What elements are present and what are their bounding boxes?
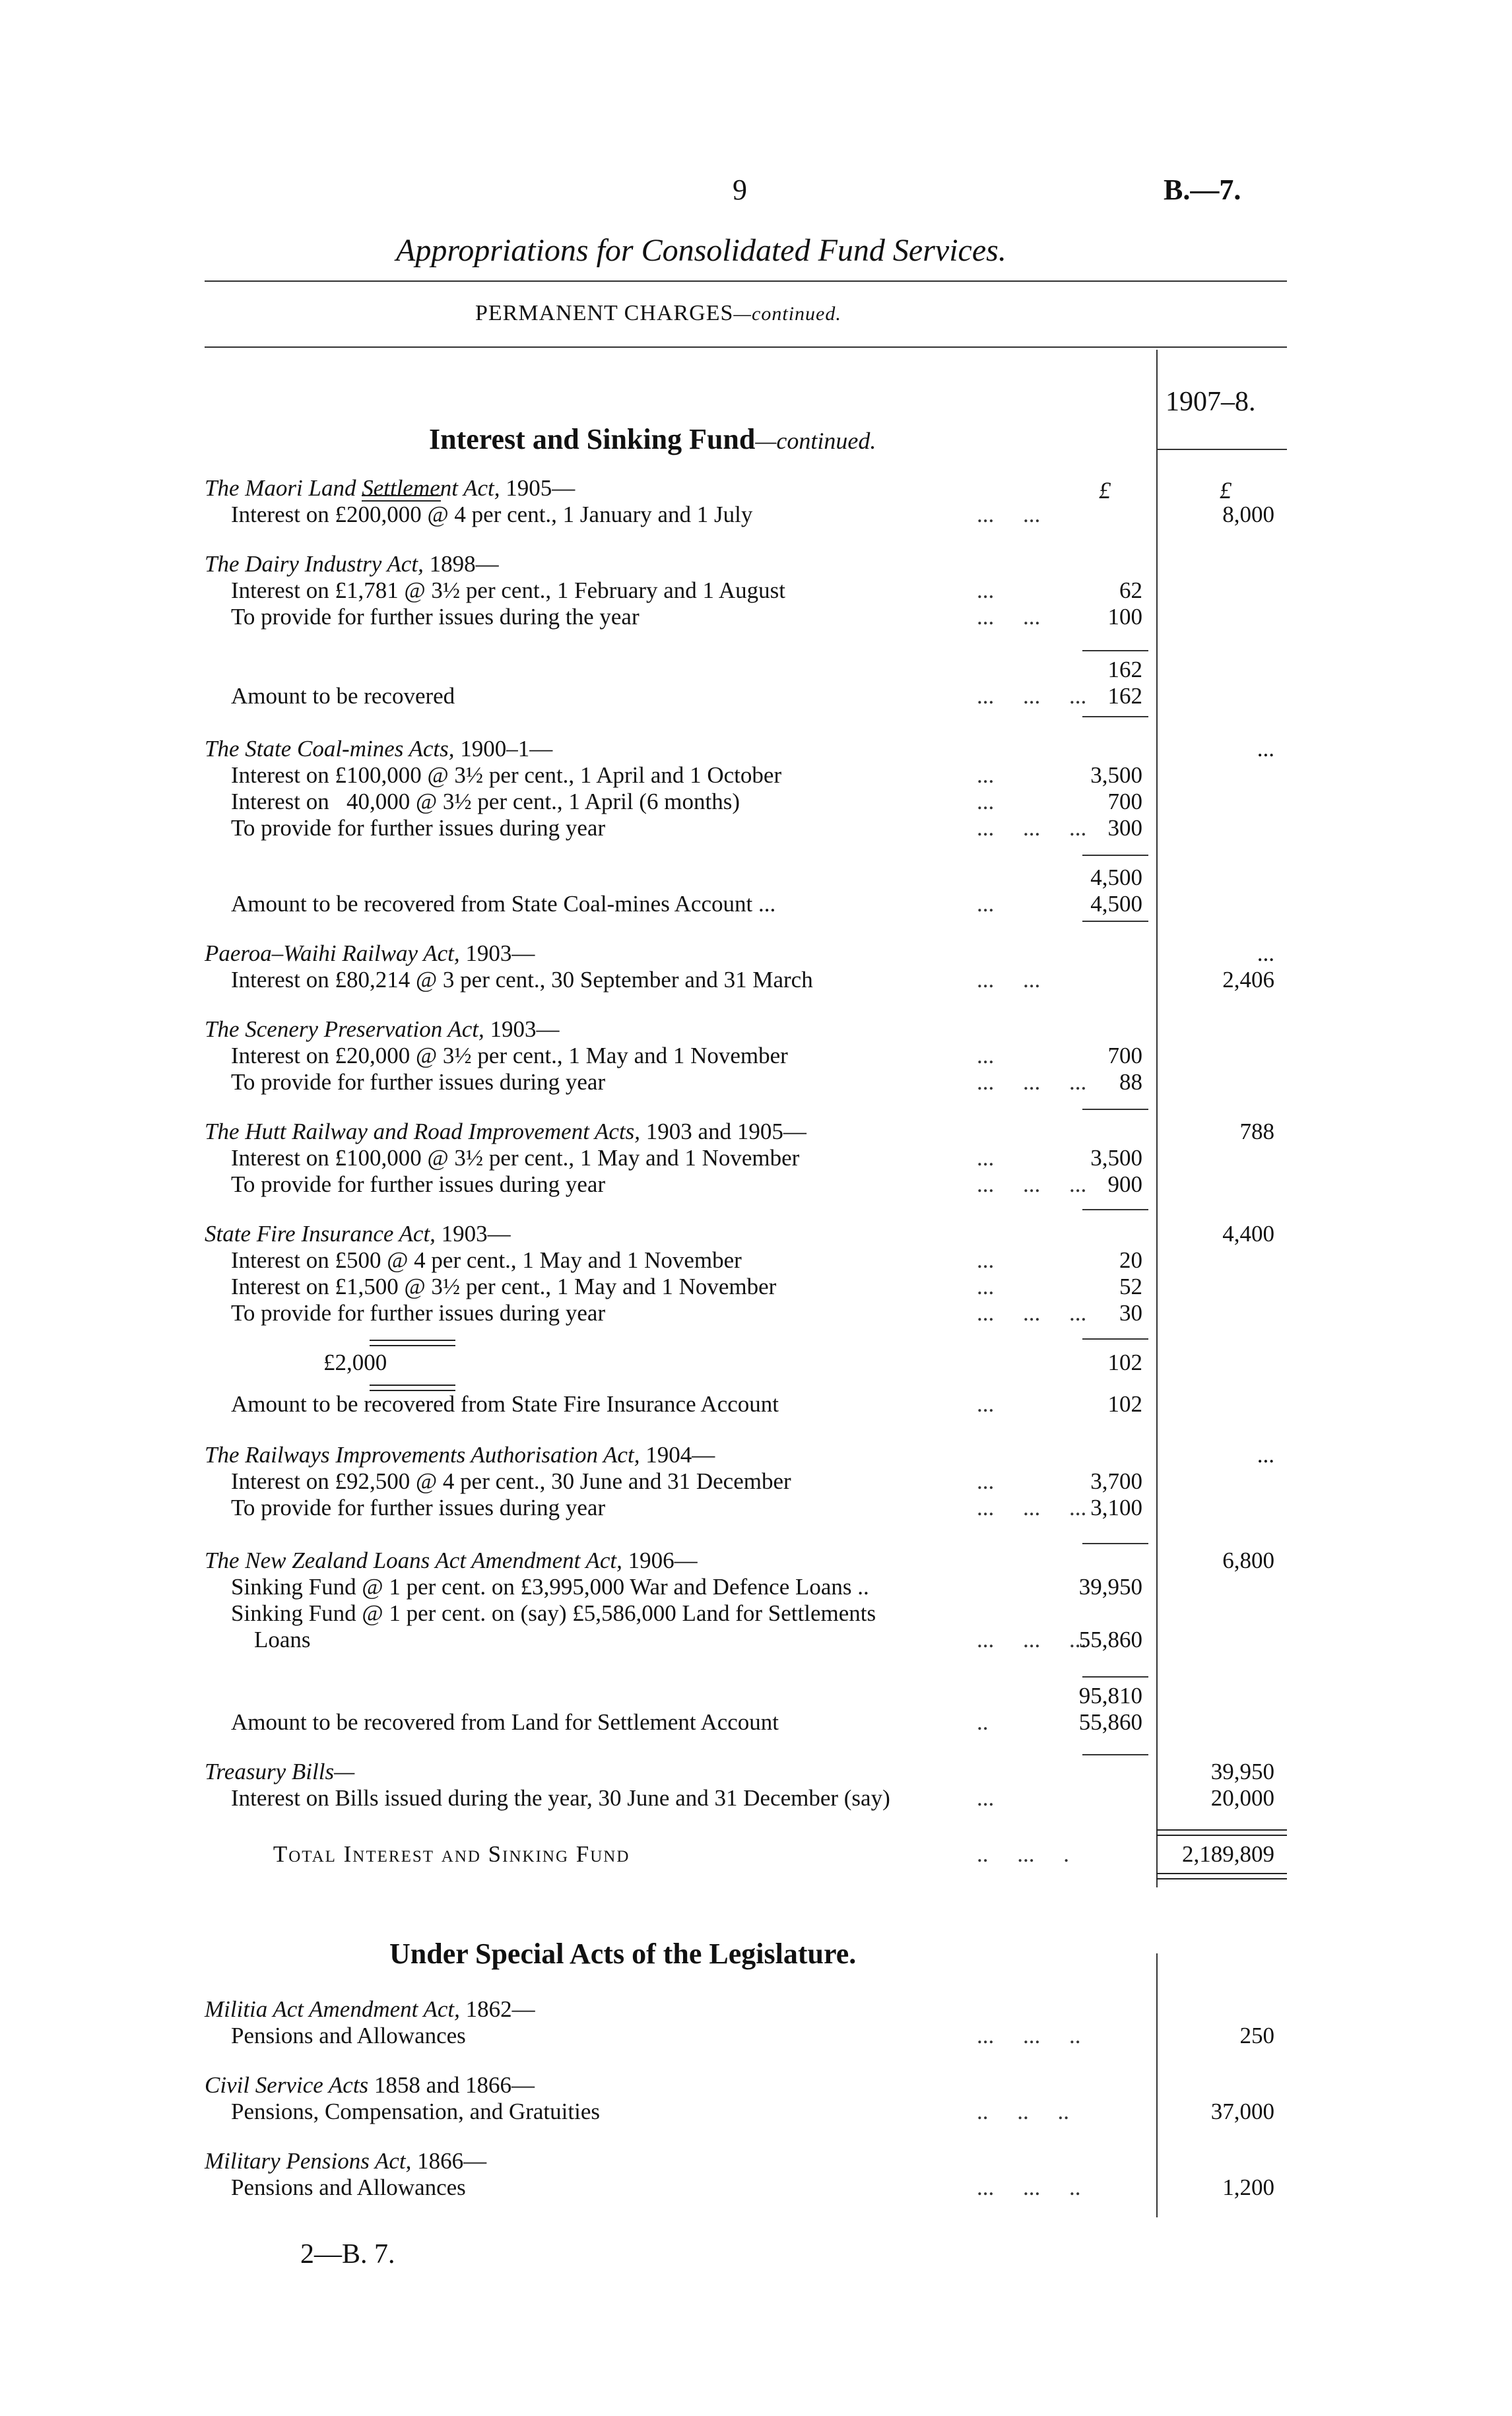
amount-1907-8: ... — [1257, 736, 1274, 762]
amount-detail: 30 — [1119, 1300, 1142, 1326]
amount-detail: 3,100 — [1090, 1495, 1142, 1520]
line-description: Pensions and Allowances — [231, 2174, 466, 2200]
subtotal-rule — [1082, 650, 1148, 651]
act-year: 1903— — [490, 1016, 560, 1042]
leader-dots: ... ... ... — [977, 1171, 1087, 1197]
amount-double-rule — [362, 495, 441, 502]
leader-dots: ... — [977, 1468, 995, 1494]
amount-detail: 3,500 — [1090, 762, 1142, 788]
table-row — [0, 2023, 1512, 2049]
table-row — [0, 1574, 1512, 1600]
table-row — [0, 2099, 1512, 2125]
line-description: To provide for further issues during year — [231, 815, 606, 841]
line-description: Amount to be recovered from State Coal-mines Account ... — [231, 891, 776, 917]
year-underline — [1156, 449, 1287, 450]
leader-dots: ... ... .. — [977, 2174, 1081, 2200]
amount-1907-8: 788 — [1239, 1119, 1274, 1144]
act-heading-row — [0, 1119, 1512, 1145]
amount-detail: 4,500 — [1090, 891, 1142, 917]
act-title — [205, 736, 552, 762]
section-header-cont: —continued. — [733, 303, 841, 325]
act-year: 1903 and 1905— — [645, 1119, 806, 1144]
act-name: The State Coal-mines Acts, — [205, 736, 461, 762]
page-number: 9 — [733, 174, 747, 206]
act-name: The New Zealand Loans Act Amendment Act, — [205, 1548, 628, 1573]
amount-detail: 102 — [1107, 1350, 1142, 1375]
leader-dots: ... ... — [977, 502, 1041, 527]
amount-detail: 4,500 — [1090, 865, 1142, 890]
line-description: Loans — [231, 1627, 311, 1652]
act-name: State Fire Insurance Act, — [205, 1221, 442, 1247]
table-row — [0, 1274, 1512, 1300]
total-amount: 2,189,809 — [1182, 1841, 1274, 1867]
table-row — [0, 789, 1512, 815]
act-title — [205, 1016, 560, 1043]
table-row — [0, 1043, 1512, 1069]
line-description: Sinking Fund @ 1 per cent. on (say) £5,586,000 Land for Settlements — [231, 1600, 876, 1626]
act-year: 1898— — [429, 551, 499, 577]
act-heading-row — [0, 2148, 1512, 2174]
line-description: To provide for further issues during the year — [231, 604, 640, 630]
table-row — [0, 2174, 1512, 2201]
subtotal-rule — [1082, 1338, 1148, 1340]
leader-dots: ... ... ... — [977, 1300, 1087, 1326]
line-description: Interest on £200,000 @ 4 per cent., 1 January and 1 July — [231, 502, 753, 527]
table-row — [0, 1350, 1512, 1376]
act-title — [205, 1759, 354, 1785]
line-description: Amount to be recovered from Land for Settlement Account — [231, 1709, 779, 1735]
line-description: Pensions and Allowances — [231, 2023, 466, 2048]
subtotal-rule — [1082, 855, 1148, 856]
leader-dots: ... — [977, 1391, 995, 1417]
currency-symbol-col1: £ — [1099, 477, 1111, 504]
leader-dots: ... ... ... — [977, 1069, 1087, 1095]
table-row — [0, 1495, 1512, 1521]
leader-dots: ... ... ... — [977, 683, 1087, 709]
leader-dots: ... ... ... — [977, 1627, 1087, 1652]
line-description: Interest on Bills issued during the year, 30 June and 31 December (say) — [231, 1785, 890, 1811]
section-title-interest — [429, 422, 876, 456]
subtotal-rule — [1082, 921, 1148, 922]
amount-1907-8: 8,000 — [1222, 502, 1274, 527]
act-name: The Hutt Railway and Road Improvement Acts, — [205, 1119, 646, 1144]
amount-1907-8: 6,800 — [1222, 1548, 1274, 1573]
table-row — [0, 815, 1512, 841]
amount-1907-8: ... — [1257, 1442, 1274, 1468]
amount-double-rule — [370, 1385, 455, 1391]
act-title — [205, 551, 499, 577]
table-row — [0, 1600, 1512, 1627]
act-name: The Maori Land Settlement Act, — [205, 475, 506, 501]
amount-detail: 39,950 — [1078, 1574, 1142, 1600]
leader-dots: ... ... — [977, 967, 1041, 993]
line-description: Interest on £100,000 @ 3½ per cent., 1 May and 1 November — [231, 1145, 800, 1171]
table-row — [0, 1709, 1512, 1736]
act-title — [205, 2072, 535, 2099]
table-row — [0, 1468, 1512, 1495]
leader-dots: ... — [977, 789, 995, 814]
leader-dots: ... ... — [977, 604, 1041, 630]
table-row — [0, 502, 1512, 528]
act-year: 1862— — [465, 1996, 535, 2022]
act-name: Military Pensions Act, — [205, 2148, 418, 2174]
signature-mark: 2—B. 7. — [300, 2239, 395, 2269]
table-row — [0, 865, 1512, 891]
act-year: 1904— — [645, 1442, 715, 1468]
amount-detail: 162 — [1107, 683, 1142, 709]
table-row — [0, 604, 1512, 630]
act-heading-row — [0, 736, 1512, 762]
amount-detail: 20 — [1119, 1247, 1142, 1273]
act-year: 1858 and 1866— — [374, 2072, 535, 2098]
act-heading-row — [0, 1016, 1512, 1043]
act-heading-row — [0, 2072, 1512, 2099]
line-description: Interest on 40,000 @ 3½ per cent., 1 April (6 months) — [231, 789, 740, 814]
leader-dots: ... — [977, 1043, 995, 1068]
line-description: To provide for further issues during year — [231, 1300, 606, 1326]
line-description: To provide for further issues during year — [231, 1171, 606, 1197]
leader-dots: ... — [977, 1145, 995, 1171]
amount-detail: 900 — [1107, 1171, 1142, 1197]
subtotal-rule — [1082, 1543, 1148, 1544]
line-description: £2,000 — [231, 1350, 387, 1375]
act-heading-row — [0, 551, 1512, 577]
subtotal-rule — [1082, 716, 1148, 717]
act-title — [205, 1442, 715, 1468]
act-name: Civil Service Acts — [205, 2072, 374, 2098]
line-description: Sinking Fund @ 1 per cent. on £3,995,000 War and Defence Loans .. — [231, 1574, 869, 1600]
total-top-rule — [1156, 1829, 1287, 1836]
section-title-text: Interest and Sinking Fund — [429, 423, 756, 455]
amount-detail: 162 — [1107, 657, 1142, 682]
section-title-special-acts: Under Special Acts of the Legislature. — [389, 1938, 857, 1970]
amount-detail: 100 — [1107, 604, 1142, 630]
subtotal-rule — [1082, 1209, 1148, 1210]
line-description: Amount to be recovered — [231, 683, 455, 709]
act-heading-row — [0, 1221, 1512, 1247]
amount-1907-8: 39,950 — [1210, 1759, 1274, 1784]
page-title: Appropriations for Consolidated Fund Services. — [396, 233, 1006, 268]
table-row — [0, 762, 1512, 789]
subtotal-rule — [1082, 1754, 1148, 1755]
act-heading-row — [0, 1442, 1512, 1468]
leader-dots: ... — [977, 577, 995, 603]
amount-detail: 62 — [1119, 577, 1142, 603]
subtotal-rule — [1082, 1676, 1148, 1678]
table-row — [0, 1841, 1512, 1868]
leader-dots: .. ... . — [977, 1841, 1069, 1867]
line-description: Interest on £92,500 @ 4 per cent., 30 June and 31 December — [231, 1468, 791, 1494]
act-year: 1903— — [441, 1221, 511, 1247]
leader-dots: ... ... .. — [977, 2023, 1081, 2048]
amount-detail: 300 — [1107, 815, 1142, 841]
amount-1907-8: 4,400 — [1222, 1221, 1274, 1247]
act-name: Paeroa–Waihi Railway Act, — [205, 940, 466, 966]
document-reference: B.—7. — [1164, 174, 1241, 206]
section-header — [475, 301, 841, 326]
act-name: The Scenery Preservation Act, — [205, 1016, 490, 1042]
line-description: Pensions, Compensation, and Gratuities — [231, 2099, 600, 2124]
act-title — [205, 2148, 486, 2174]
table-row — [0, 683, 1512, 709]
act-title — [205, 1221, 511, 1247]
table-row — [0, 577, 1512, 604]
amount-detail: 55,860 — [1078, 1627, 1142, 1652]
amount-1907-8: 1,200 — [1222, 2174, 1274, 2200]
amount-detail: 700 — [1107, 789, 1142, 814]
amount-detail: 3,500 — [1090, 1145, 1142, 1171]
amount-detail: 95,810 — [1078, 1683, 1142, 1709]
table-row — [0, 891, 1512, 917]
total-bottom-rule — [1156, 1873, 1287, 1879]
table-row — [0, 1627, 1512, 1653]
leader-dots: .. .. .. — [977, 2099, 1069, 2124]
table-row — [0, 1391, 1512, 1418]
act-year: 1900–1— — [460, 736, 553, 762]
amount-1907-8: 2,406 — [1222, 967, 1274, 993]
section-header-main: PERMANENT CHARGES — [475, 301, 734, 325]
act-heading-row — [0, 475, 1512, 502]
leader-dots: ... — [977, 1785, 995, 1811]
line-description: Interest on £100,000 @ 3½ per cent., 1 April and 1 October — [231, 762, 782, 788]
act-name: The Railways Improvements Authorisation Act, — [205, 1442, 646, 1468]
amount-detail: 52 — [1119, 1274, 1142, 1299]
section-title-cont: —continued. — [755, 428, 876, 454]
act-year: 1905— — [506, 475, 575, 501]
amount-double-rule — [370, 1340, 455, 1346]
table-row — [0, 1785, 1512, 1812]
line-description: Interest on £1,781 @ 3½ per cent., 1 February and 1 August — [231, 577, 785, 603]
line-description: Interest on £20,000 @ 3½ per cent., 1 May and 1 November — [231, 1043, 788, 1068]
table-row — [0, 657, 1512, 683]
amount-detail: 88 — [1119, 1069, 1142, 1095]
line-description: Interest on £80,214 @ 3 per cent., 30 September and 31 March — [231, 967, 813, 993]
act-year: 1906— — [628, 1548, 698, 1573]
total-label: Total Interest and Sinking Fund — [231, 1841, 630, 1867]
table-row — [0, 1247, 1512, 1274]
line-description: Interest on £1,500 @ 3½ per cent., 1 May and 1 November — [231, 1274, 777, 1299]
act-name: Treasury Bills— — [205, 1759, 355, 1784]
act-heading-row — [0, 1548, 1512, 1574]
amount-1907-8: 20,000 — [1210, 1785, 1274, 1811]
act-title — [205, 1548, 698, 1574]
table-row — [0, 1171, 1512, 1198]
act-heading-row — [0, 940, 1512, 967]
header-rule — [205, 280, 1287, 282]
act-title — [205, 940, 535, 967]
leader-dots: ... — [977, 1274, 995, 1299]
amount-detail: 55,860 — [1078, 1709, 1142, 1735]
act-name: Militia Act Amendment Act, — [205, 1996, 466, 2022]
table-row — [0, 1069, 1512, 1095]
subtotal-rule — [1082, 1109, 1148, 1110]
line-description: To provide for further issues during year — [231, 1069, 606, 1095]
table-row — [0, 1300, 1512, 1326]
amount-detail: 102 — [1107, 1391, 1142, 1417]
act-heading-row — [0, 1996, 1512, 2023]
amount-detail: 3,700 — [1090, 1468, 1142, 1494]
leader-dots: ... — [977, 891, 995, 917]
amount-detail: 700 — [1107, 1043, 1142, 1068]
table-row — [0, 967, 1512, 993]
act-year: 1903— — [465, 940, 535, 966]
table-row — [0, 1683, 1512, 1709]
leader-dots: .. — [977, 1709, 989, 1735]
leader-dots: ... ... ... — [977, 1495, 1087, 1520]
act-name: The Dairy Industry Act, — [205, 551, 430, 577]
amount-1907-8: 37,000 — [1210, 2099, 1274, 2124]
table-row — [0, 1145, 1512, 1171]
amount-1907-8: ... — [1257, 940, 1274, 966]
fiscal-year-header: 1907–8. — [1166, 387, 1256, 417]
amount-1907-8: 250 — [1239, 2023, 1274, 2048]
act-title — [205, 1996, 535, 2023]
leader-dots: ... — [977, 1247, 995, 1273]
currency-symbol-col2: £ — [1220, 477, 1232, 504]
line-description: Amount to be recovered from State Fire Insurance Account — [231, 1391, 779, 1417]
leader-dots: ... — [977, 762, 995, 788]
line-description: To provide for further issues during year — [231, 1495, 606, 1520]
act-year: 1866— — [417, 2148, 487, 2174]
act-title — [205, 1119, 806, 1145]
leader-dots: ... ... ... — [977, 815, 1087, 841]
line-description: Interest on £500 @ 4 per cent., 1 May and 1 November — [231, 1247, 742, 1273]
table-top-rule — [205, 346, 1287, 348]
act-heading-row — [0, 1759, 1512, 1785]
